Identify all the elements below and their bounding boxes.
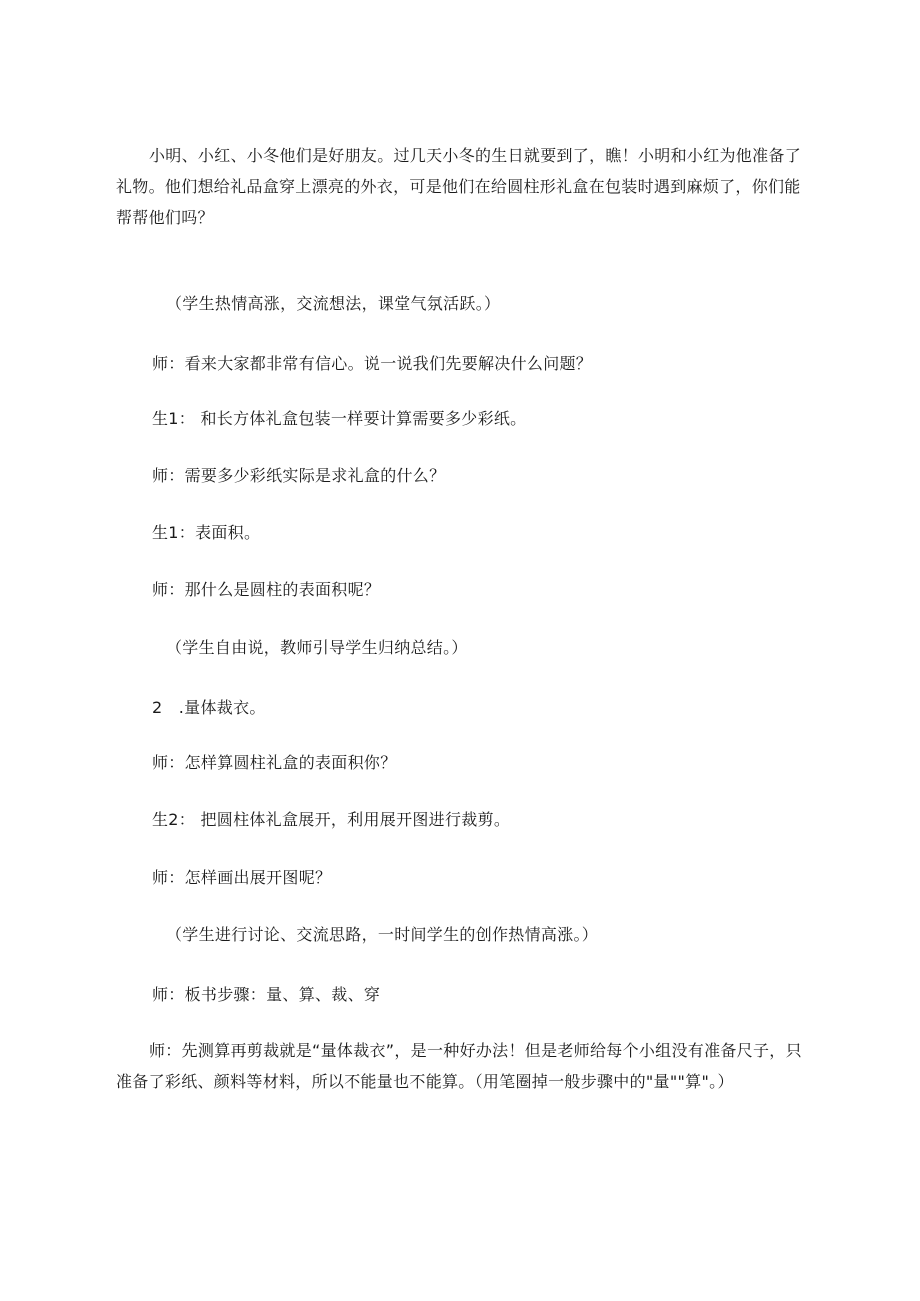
- teacher-line-3: 师：那什么是圆柱的表面积呢？: [152, 580, 381, 599]
- teacher-line-6: 师：板书步骤：量、算、裁、穿: [152, 985, 381, 1004]
- teacher-line-5: 师：怎样画出展开图呢？: [152, 868, 332, 887]
- classroom-note-2: （学生自由说，教师引导学生归纳总结。）: [166, 638, 468, 657]
- teacher-line-2: 师：需要多少彩纸实际是求礼盒的什么？: [152, 466, 446, 485]
- classroom-note-1: （学生热情高涨，交流想法，课堂气氛活跃。）: [166, 294, 501, 313]
- intro-paragraph: 小明、小红、小冬他们是好朋友。过几天小冬的生日就要到了，瞧！小明和小红为他准备了礼物。他们想给礼品盒穿上漂亮的外衣，可是他们在给圆柱形礼盒在包装时遇到麻烦了，你们能帮帮他们吗？: [116, 146, 802, 227]
- teacher-paragraph-7: 师：先测算再剪裁就是“量体裁衣”，是一种好办法！但是老师给每个小组没有准备尺子，只准备了彩纸、颜料等材料，所以不能量也不能算。（用笔圈掉一般步骤中的"量""算"。）: [116, 1041, 802, 1091]
- classroom-note-3: （学生进行讨论、交流思路，一时间学生的创作热情高涨。）: [166, 925, 599, 944]
- student-line-1b: 生1：表面积。: [152, 523, 261, 542]
- teacher-line-4: 师：怎样算圆柱礼盒的表面积你？: [152, 753, 397, 772]
- teacher-line-1: 师：看来大家都非常有信心。说一说我们先要解决什么问题？: [152, 354, 593, 373]
- student-line-1a: 生1： 和长方体礼盒包装一样要计算需要多少彩纸。: [152, 409, 527, 428]
- student-line-2: 生2： 把圆柱体礼盒展开，利用展开图进行裁剪。: [152, 810, 511, 829]
- section-heading-2: 2 .量体裁衣。: [152, 698, 266, 717]
